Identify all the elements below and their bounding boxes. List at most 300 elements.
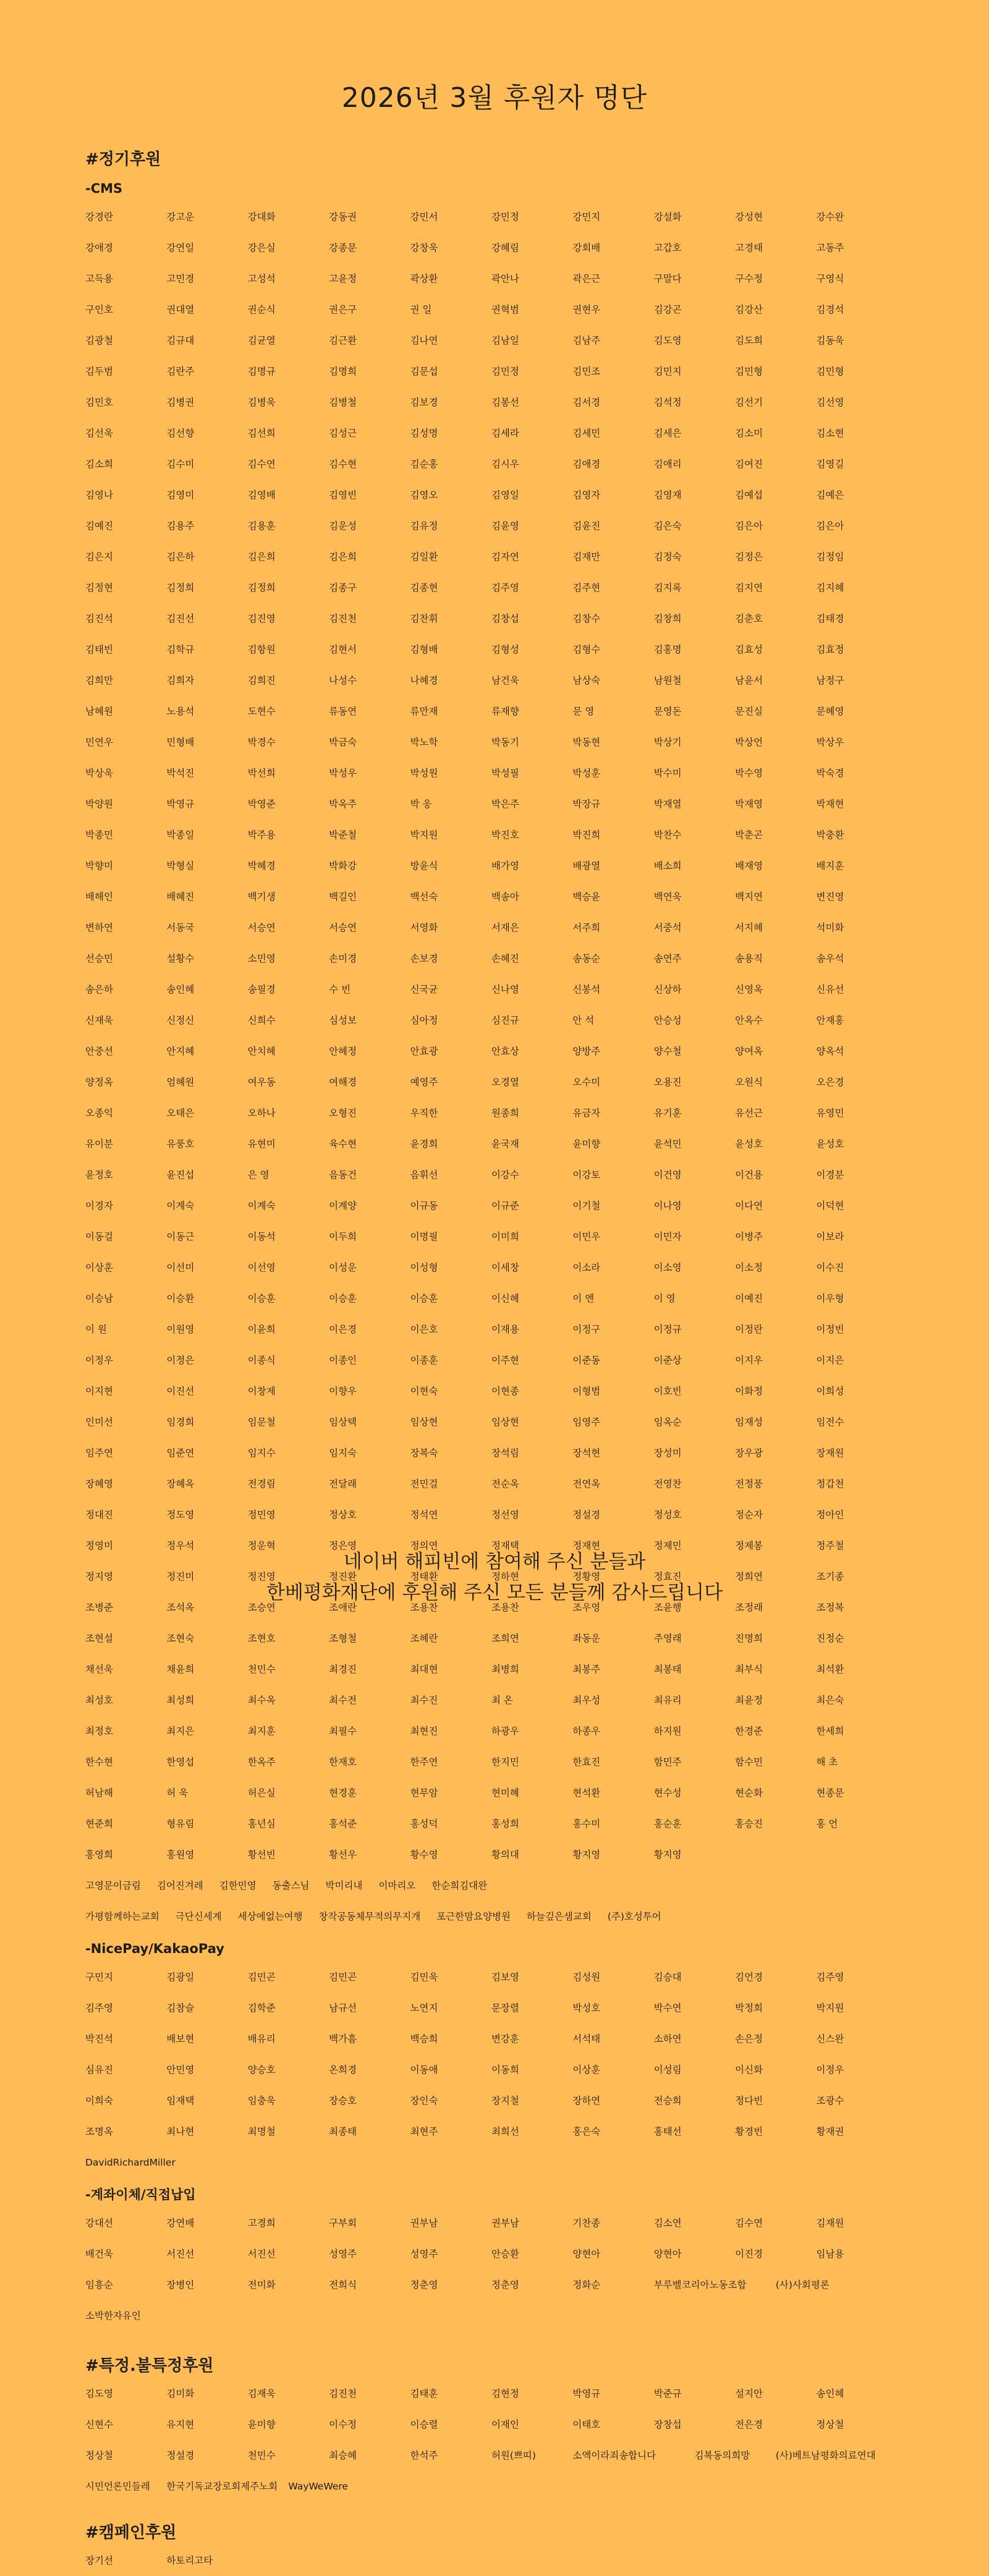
donor-name: 인미선 [85,1417,113,1428]
transfer-heading: -계좌이체/직접납입 [85,2187,196,2202]
donor-name: 김학규 [166,644,195,655]
donor-name: 오태은 [166,1108,195,1119]
donor-name: 유이분 [85,1138,113,1150]
donor-name: 전민걸 [410,1478,438,1489]
donor-name: 김참슬 [166,2002,195,2014]
donor-name: 남건욱 [491,675,519,686]
donor-name: 허 욱 [166,1787,189,1799]
donor-name: 이정은 [166,1355,195,1366]
donor-name: 황선빈 [247,1849,276,1860]
donor-name: 조희연 [491,1633,519,1644]
donor-name: 김은아 [816,520,844,532]
donor-name: 김세라 [491,428,519,439]
donor-name: 안승성 [653,1015,682,1026]
donor-name: 하광우 [491,1726,519,1737]
donor-name: 장복숙 [410,1447,438,1459]
donor-name: 박석진 [166,768,195,779]
donor-name: 권순식 [247,304,276,315]
donor-name: 이향우 [329,1386,357,1397]
donor-name: 이준상 [653,1355,682,1366]
donor-name: 이성운 [329,1262,357,1273]
donor-name: 이진경 [735,2248,763,2260]
donor-name: 김진석 [85,613,113,624]
donor-name: 강민서 [410,211,438,222]
donor-name: 권부남 [410,2218,438,2229]
donor-name: 임전수 [816,1417,844,1428]
donor-name: 한재호 [329,1756,357,1768]
donor-name: 안승환 [491,2248,519,2260]
donor-name: 김영미 [166,489,195,501]
donor-name: 홍원영 [166,1849,195,1860]
donor-name: 현미혜 [491,1787,519,1799]
donor-name: 송필경 [247,984,276,995]
donor-name: 김주영 [491,582,519,593]
special-name-list [85,2378,904,2502]
donor-name: 강수완 [816,211,844,222]
donor-name: 김유정 [410,520,438,532]
donor-name: 남혜원 [85,706,113,717]
donor-name: 한옥주 [247,1756,276,1768]
donor-name: 최지훈 [247,1726,276,1737]
donor-name: 서동국 [166,922,195,933]
donor-name: 배혜진 [166,891,195,902]
donor-name: 정하현 [491,1571,519,1582]
donor-name: 한주연 [410,1756,438,1768]
donor-name: 이종식 [247,1355,276,1366]
donor-name: 남정구 [816,675,844,686]
donor-name: 이지현 [85,1386,113,1397]
donor-name: 김은하 [166,551,195,562]
donor-name: 전연옥 [572,1478,601,1489]
donor-name: 손은정 [735,2033,763,2044]
donor-name: 장우광 [735,1447,763,1459]
donor-name: 남윤서 [735,675,763,686]
donor-name: 전미화 [247,2279,276,2290]
donor-name: 이수진 [816,1262,844,1273]
donor-name: 심유진 [85,2064,113,2075]
donor-name: 이성림 [653,2064,682,2075]
donor-name: 이강수 [491,1169,519,1180]
donor-name: 김은지 [85,551,113,562]
campaign-name-list [85,2545,904,2576]
donor-name: 김강산 [735,304,763,315]
donor-name: 신스완 [816,2033,844,2044]
donor-name: 정태환 [410,1571,438,1582]
donor-name: 구말다 [653,273,682,284]
donor-name: 고윤정 [329,273,357,284]
donor-name: 서지혜 [735,922,763,933]
donor-name: 장병인 [166,2279,195,2290]
donor-name: 형유림 [166,1818,195,1829]
donor-name: 허은실 [247,1787,276,1799]
donor-name: 이종훈 [410,1355,438,1366]
donor-name: 유기훈 [653,1108,682,1119]
donor-name: 김성원 [572,1972,601,1983]
donor-name: 김한민영 [219,1880,257,1891]
donor-name: 강애경 [85,242,113,253]
donor-name: 김여진 [735,459,763,470]
donor-name: 이희숙 [85,2095,113,2106]
donor-name: 이승렬 [410,2419,438,2430]
donor-name: 송인혜 [166,984,195,995]
donor-name: 이승훈 [247,1293,276,1304]
donor-name: 남규선 [329,2002,357,2014]
donor-name: 양옥석 [816,1046,844,1057]
donor-name: 최유리 [653,1695,682,1706]
donor-name: 임상현 [491,1417,519,1428]
donor-name: 유현미 [247,1138,276,1150]
donor-name: 송용직 [735,953,763,964]
donor-name: 안중선 [85,1046,113,1057]
donor-name: 오수미 [572,1077,601,1088]
donor-name: 유풍호 [166,1138,195,1150]
donor-name: 함수민 [735,1756,763,1768]
donor-name: 강연일 [166,242,195,253]
donor-name: 이보라 [816,1231,844,1242]
donor-name: 조승연 [247,1602,276,1613]
donor-name: 이정우 [85,1355,113,1366]
donor-name: 이승훈 [329,1293,357,1304]
donor-name: 전승희 [653,2095,682,2106]
donor-name: 김형배 [410,644,438,655]
donor-name: 이정빈 [816,1324,844,1335]
donor-name: 이계숙 [247,1200,276,1211]
donor-name: 동출스님 [272,1880,310,1891]
donor-name: 하지원 [653,1726,682,1737]
donor-name: 이선영 [247,1262,276,1273]
donor-name: 손미경 [329,953,357,964]
donor-name: 정화순 [572,2279,601,2290]
donor-name: 정지영 [85,1571,113,1582]
donor-name: 구수정 [735,273,763,284]
donor-name: 변강훈 [491,2033,519,2044]
donor-name: 김민조 [572,366,601,377]
donor-name: 오형진 [329,1108,357,1119]
donor-name: 김지연 [735,582,763,593]
donor-name: 정대진 [85,1509,113,1520]
donor-name: 김종현 [410,582,438,593]
donor-name: 전영찬 [653,1478,682,1489]
donor-name: 곽은근 [572,273,601,284]
donor-name: 이종인 [329,1355,357,1366]
donor-name: 현수성 [653,1787,682,1799]
donor-name: 김소연 [653,2218,682,2229]
donor-name: 김주현 [572,582,601,593]
donor-name: 한국기독교장로회제주노회 [166,2481,278,2492]
donor-name: 임지숙 [329,1447,357,1459]
donor-name: 남원철 [653,675,682,686]
donor-name: 고영문이금림 [85,1880,141,1891]
donor-name: 황재권 [816,2126,844,2137]
donor-name: 정진영 [247,1571,276,1582]
donor-name: 김정숙 [653,551,682,562]
donor-name: 변진영 [816,891,844,902]
donor-name: 윤정호 [85,1169,113,1180]
donor-name: 김문섭 [410,366,438,377]
donor-name: 신영옥 [735,984,763,995]
donor-name: 곽상환 [410,273,438,284]
donor-name: 조혜란 [410,1633,438,1644]
donor-name: 최현진 [410,1726,438,1737]
donor-name: 홍년심 [247,1818,276,1829]
donor-name: 박상욱 [85,768,113,779]
donor-name: 박준철 [329,829,357,841]
donor-name: 정황영 [572,1571,601,1582]
donor-name: 정설경 [572,1509,601,1520]
donor-name: 박수미 [653,768,682,779]
donor-name: 임준연 [166,1447,195,1459]
donor-name: 최지은 [166,1726,195,1737]
donor-name: 김영일 [491,489,519,501]
donor-name: 이태호 [572,2419,601,2430]
donor-name: 이명필 [410,1231,438,1242]
donor-name: 권현우 [572,304,601,315]
donor-name: 나성수 [329,675,357,686]
donor-name: 손보경 [410,953,438,964]
donor-name: 최나현 [166,2126,195,2137]
donor-name: 이은호 [410,1324,438,1335]
donor-name: 전경림 [247,1478,276,1489]
donor-name: 이화정 [735,1386,763,1397]
donor-name: 김보영 [491,1972,519,1983]
donor-name: 송동순 [572,953,601,964]
donor-name: 강설화 [653,211,682,222]
donor-name: 정은영 [329,1540,357,1551]
donor-name: 임충욱 [247,2095,276,2106]
donor-name: 조용찬 [491,1602,519,1613]
donor-name: 신유선 [816,984,844,995]
donor-name: 양승호 [247,2064,276,2075]
donor-name: 정진미 [166,1571,195,1582]
donor-name: 서중석 [653,922,682,933]
donor-name: 문 영 [572,706,595,717]
donor-name: 소하연 [653,2033,682,2044]
donor-name: 김진영 [247,613,276,624]
donor-name: 안 석 [572,1015,595,1026]
donor-name: 김홍명 [653,644,682,655]
donor-name: 이소라 [572,1262,601,1273]
donor-name: (사)사회평론 [775,2279,830,2290]
donor-name: 안효광 [410,1046,438,1057]
special-donation-section [85,2354,904,2502]
donor-name: 양현아 [653,2248,682,2260]
donor-name: 이상훈 [572,2064,601,2075]
donor-name: 임지수 [247,1447,276,1459]
donor-name: 박재열 [653,799,682,810]
donor-name: 최병희 [491,1664,519,1675]
donor-name: 김영자 [572,489,601,501]
donor-name: 이희성 [816,1386,844,1397]
donor-name: 김효성 [735,644,763,655]
donor-name: 박상우 [816,737,844,748]
donor-name: 정순자 [735,1509,763,1520]
donor-name: 전순옥 [491,1478,519,1489]
donor-name: 임흥순 [85,2279,113,2290]
donor-name: 이예진 [735,1293,763,1304]
donor-name: 설황수 [166,953,195,964]
donor-name: 박지원 [410,829,438,841]
donor-name: 장석현 [572,1447,601,1459]
donor-name: 김강곤 [653,304,682,315]
donor-name: 신정신 [166,1015,195,1026]
donor-name: (주)호성투어 [607,1911,661,1922]
donor-name: 이미희 [491,1231,519,1242]
donor-name: 양여옥 [735,1046,763,1057]
donor-name: 진정순 [816,1633,844,1644]
donor-name: 오종익 [85,1108,113,1119]
donor-name: 박경수 [247,737,276,748]
donor-name: 박선희 [247,768,276,779]
donor-name: 안지혜 [166,1046,195,1057]
donor-name: 현준희 [85,1818,113,1829]
donor-name: 배재영 [735,860,763,871]
donor-name: 배건욱 [85,2248,113,2260]
donor-name: 정갑천 [816,1478,844,1489]
donor-name: 장성미 [653,1447,682,1459]
donor-name: 김주영 [816,1972,844,1983]
donor-name: 백연욱 [653,891,682,902]
donor-name: 박주용 [247,829,276,841]
donor-name: 박충환 [816,829,844,841]
donor-name: WayWeWere [288,2481,348,2492]
donor-name: 정제봉 [735,1540,763,1551]
donor-name: 정진환 [329,1571,357,1582]
donor-name: 조애란 [329,1602,357,1613]
donor-name: 강대화 [247,211,276,222]
donor-name: 김지록 [653,582,682,593]
donor-name: 안효상 [491,1046,519,1057]
donor-name: 장석림 [491,1447,519,1459]
donor-name: 임남용 [816,2248,844,2260]
donor-name: 한석주 [410,2450,438,2461]
donor-name: 고민경 [166,273,195,284]
donor-name: 박화강 [329,860,357,871]
donor-name: 윤진섭 [166,1169,195,1180]
donor-name: 김수현 [329,459,357,470]
donor-name: 이형범 [572,1386,601,1397]
donor-name: 유영민 [816,1108,844,1119]
donor-name: 김민형 [816,366,844,377]
donor-name: 정운혁 [247,1540,276,1551]
donor-name: 김순홍 [410,459,438,470]
donor-name: 조용찬 [410,1602,438,1613]
donor-name: 문영돈 [653,706,682,717]
donor-name: 김영오 [410,489,438,501]
donor-name: 서진선 [247,2248,276,2260]
donor-name: 김운성 [329,520,357,532]
donor-name: 이신혜 [491,1293,519,1304]
donor-name: 이주현 [491,1355,519,1366]
donor-name: 박영규 [166,799,195,810]
donor-name: 강대선 [85,2218,113,2229]
donor-name: 김태경 [816,613,844,624]
donor-name: 최수전 [329,1695,357,1706]
donor-name: 이정구 [572,1324,601,1335]
donor-name: 최봉주 [572,1664,601,1675]
donor-name: 김진천 [329,613,357,624]
donor-name: 한세희 [816,1726,844,1737]
donor-name: 최우성 [572,1695,601,1706]
donor-name: 백가흠 [329,2033,357,2044]
donor-name: 조광수 [816,2095,844,2106]
donor-name: 황선우 [329,1849,357,1860]
donor-name: 김정은 [735,551,763,562]
donor-name: 김복동의희망 [694,2450,750,2461]
donor-name: 가평함께하는교회 [85,1911,159,1922]
donor-name: 배유리 [247,2033,276,2044]
donor-name: 김희진 [247,675,276,686]
donor-name: 임주연 [85,1447,113,1459]
donor-name: 이정우 [816,2064,844,2075]
donor-name: 김선향 [166,428,195,439]
donor-name: 박노학 [410,737,438,748]
donor-name: 이동석 [247,1231,276,1242]
donor-name: 엄혜원 [166,1077,195,1088]
donor-name: 주영래 [653,1633,682,1644]
donor-name: 구인호 [85,304,113,315]
nicepay-name-list [85,1962,904,2178]
donor-name: 박상기 [653,737,682,748]
donor-name: 김남주 [572,335,601,346]
donor-name: 이병주 [735,1231,763,1242]
donor-name: 김석정 [653,397,682,408]
donor-name: 정석연 [410,1509,438,1520]
donor-name: 김근환 [329,335,357,346]
donor-name: 이덕현 [816,1200,844,1211]
donor-name: 김민형 [735,366,763,377]
donor-name: 김애경 [572,459,601,470]
donor-name: 임상현 [410,1417,438,1428]
donor-name: 김소현 [816,428,844,439]
donor-name: 정재택 [491,1540,519,1551]
donor-name: 김영배 [247,489,276,501]
donor-name: 김성명 [410,428,438,439]
donor-name: 김윤영 [491,520,519,532]
donor-name: 권은구 [329,304,357,315]
donor-name: 노용석 [166,706,195,717]
donor-name: 백승희 [410,2033,438,2044]
donor-name: 김민곤 [329,1972,357,1983]
donor-name: 박상언 [735,737,763,748]
donor-name: 임문철 [247,1417,276,1428]
donor-name: 이은경 [329,1324,357,1335]
donor-name: 이규동 [410,1200,438,1211]
donor-name: 장지철 [491,2095,519,2106]
donor-name: 여해경 [329,1077,357,1088]
donor-name: 민형배 [166,737,195,748]
donor-name: 서승연 [329,922,357,933]
donor-name: 김예섭 [735,489,763,501]
donor-name: 서영화 [410,922,438,933]
cms-heading: -CMS [85,181,123,196]
donor-name: 김은아 [735,520,763,532]
donor-name: 강창욱 [410,242,438,253]
donor-name: 김명희 [329,366,357,377]
donor-name: 김선기 [735,397,763,408]
donor-name: 김정현 [85,582,113,593]
donor-name: 정성호 [653,1509,682,1520]
donor-name: 신국균 [410,984,438,995]
donor-name: 오용진 [653,1077,682,1088]
donor-name: 조윤행 [653,1602,682,1613]
donor-name: 이윤희 [247,1324,276,1335]
donor-name: 허남해 [85,1787,113,1799]
regular-donation-section [85,147,904,2331]
donor-name: 하늘깊은샘교회 [527,1911,592,1922]
donor-name: 박진호 [491,829,519,841]
donor-name: 세상에없는여행 [237,1911,303,1922]
cms-group-list [85,1870,904,1901]
